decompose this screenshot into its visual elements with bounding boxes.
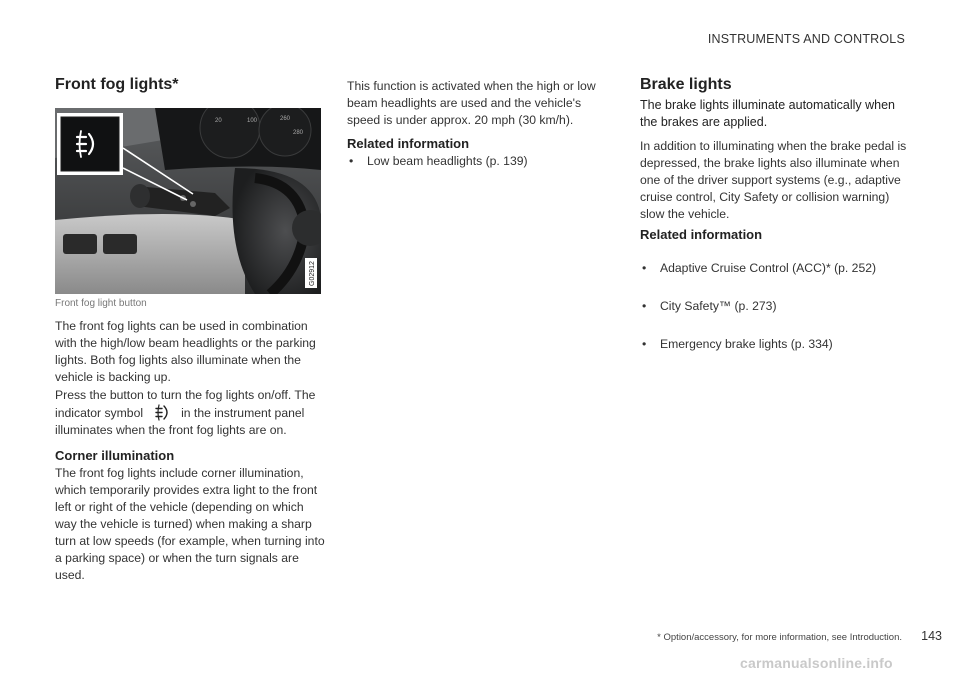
front-fog-light-icon bbox=[155, 404, 171, 421]
related-link-acc[interactable] bbox=[640, 260, 930, 277]
page-number: 143 bbox=[921, 629, 942, 643]
bullet: • bbox=[349, 154, 354, 168]
related-link-city-safety[interactable] bbox=[640, 298, 930, 315]
svg-text:100: 100 bbox=[247, 118, 258, 124]
related-link-label: City Safety™ (p. 273) bbox=[660, 299, 777, 313]
related-link-label: Emergency brake lights (p. 334) bbox=[660, 337, 833, 351]
fog-paragraph-1: The front fog lights can be used in combination with the high/low beam headlights or the parking lights. Both fog lights also illuminate when the vehicle is backing up. bbox=[55, 319, 316, 384]
svg-text:20: 20 bbox=[215, 118, 222, 124]
bullet: • bbox=[642, 261, 647, 275]
image-code: G02912 bbox=[309, 261, 316, 286]
related-link-label: Adaptive Cruise Control (ACC)* (p. 252) bbox=[660, 261, 877, 275]
watermark: carmanualsonline.info bbox=[740, 655, 893, 671]
corner-paragraph: The front fog lights include corner illumination, which temporarily provides extra light to the front left or right of the vehicle (depending on which way the vehicle is turned) when making a sharp turn at low speeds (for example, when turning into a parking space) or when the turn signals are used. bbox=[55, 466, 325, 582]
heading-corner-illumination: Corner illumination bbox=[55, 448, 175, 463]
brake-paragraph: In addition to illuminating when the brake pedal is depressed, the brake lights also illuminate when one of the driver support systems (e.g., adaptive cruise control, City Safety or collision warning) slow the vehicle. bbox=[640, 139, 907, 221]
bullet: • bbox=[642, 337, 647, 351]
footnote: * Option/accessory, for more information, see Introduction. bbox=[657, 632, 902, 643]
activation-paragraph: This function is activated when the high or low beam headlights are used and the vehicle's speed is under approx. 20 mph (30 km/h). bbox=[347, 79, 596, 127]
heading-front-fog-lights: Front fog lights* bbox=[55, 76, 179, 93]
related-link-label: Low beam headlights (p. 139) bbox=[367, 154, 528, 168]
heading-related-information-2: Related information bbox=[640, 227, 763, 242]
fog-paragraph-2b: in the instrument panel illuminates when the front fog lights are on. bbox=[55, 406, 305, 437]
svg-text:280: 280 bbox=[293, 130, 304, 136]
section-title: INSTRUMENTS AND CONTROLS bbox=[707, 32, 905, 46]
brake-lead: The brake lights illuminate automatically when the brakes are applied. bbox=[640, 98, 895, 129]
related-link-low-beam[interactable] bbox=[347, 153, 629, 170]
fog-paragraph-2 bbox=[55, 387, 327, 439]
fog-light-photo bbox=[55, 108, 321, 294]
heading-brake-lights: Brake lights bbox=[640, 76, 732, 93]
photo-caption: Front fog light button bbox=[55, 298, 147, 309]
fog-paragraph-2a: Press the button to turn the fog lights on/off. The indicator symbol bbox=[55, 388, 316, 420]
related-link-emergency-brake[interactable] bbox=[640, 336, 930, 353]
bullet: • bbox=[642, 299, 647, 313]
dashboard-illustration bbox=[55, 108, 321, 294]
heading-related-information-1: Related information bbox=[347, 136, 470, 151]
svg-text:260: 260 bbox=[280, 116, 291, 122]
